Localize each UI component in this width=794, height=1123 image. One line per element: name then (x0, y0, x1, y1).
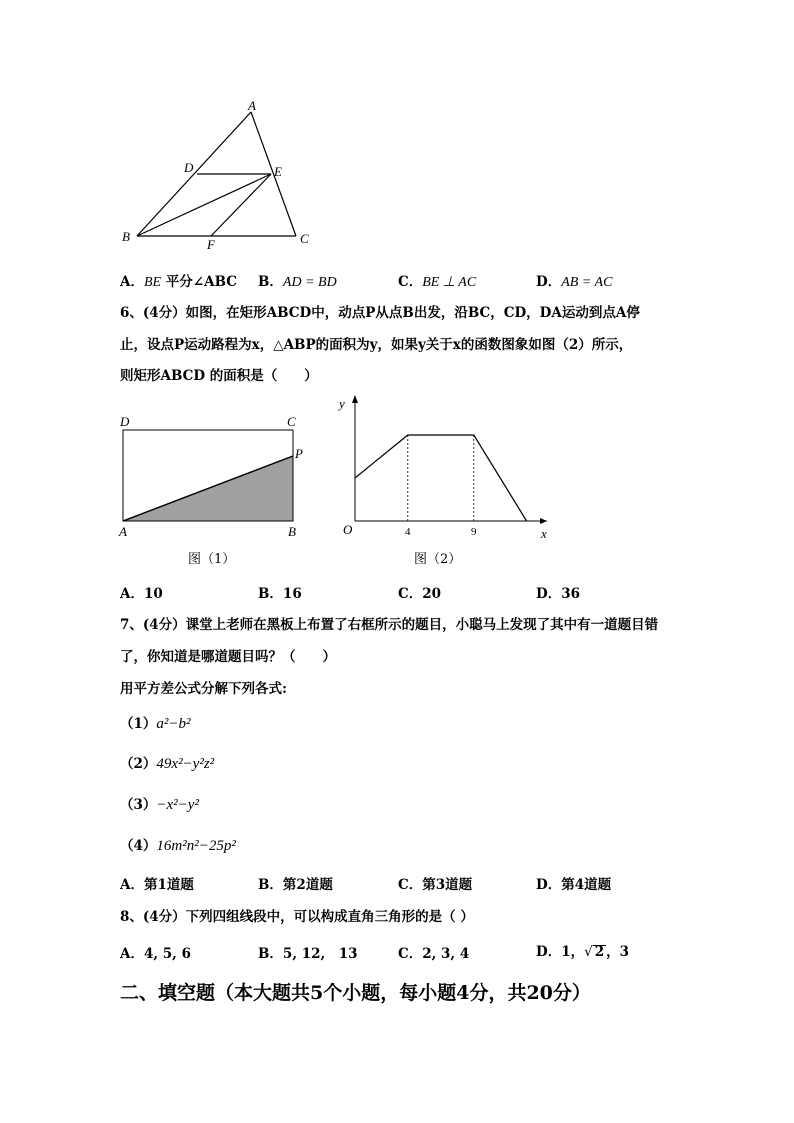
q7-item-4: （4）16m²n²−25p² (120, 838, 236, 854)
q6-option-b[interactable]: B．16 (258, 586, 302, 602)
q5-option-b[interactable]: B．AD = BD (258, 274, 337, 290)
label-e: E (274, 164, 282, 179)
label-f: F (207, 237, 215, 250)
origin-label: O (343, 522, 353, 537)
q7-line-1: 7、(4分）课堂上老师在黑板上布置了右框所示的题目，小聪马上发现了其中有一道题目错 (120, 617, 659, 633)
q7-line-2: 了，你知道是哪道题目吗？（ ） (120, 649, 336, 665)
tick-label-4: 4 (405, 526, 411, 538)
label-a: A (119, 524, 127, 539)
q7-option-a[interactable]: A．第1道题 (120, 877, 194, 893)
q7-option-b[interactable]: B．第2道题 (258, 877, 333, 893)
q7-line-3: 用平方差公式分解下列各式: (120, 681, 287, 697)
q6-function-graph (325, 390, 560, 550)
q5-triangle-figure (110, 100, 330, 250)
q5-option-c[interactable]: C．BE ⊥ AC (398, 274, 477, 290)
x-axis-arrow-icon (540, 518, 547, 524)
label-d: D (120, 414, 130, 429)
q6-line-2: 止，设点P运动路程为x，△ABP的面积为y，如果y关于x的函数图象如图（2）所示， (120, 337, 633, 353)
q6-line-1: 6、(4分）如图，在矩形ABCD中，动点P从点B出发，沿BC，CD，DA运动到点A停 (120, 305, 640, 321)
q6-rectangle-figure (112, 410, 312, 570)
segment-fe (211, 174, 271, 236)
q8-option-d[interactable]: D．1，√ 2 ，3 (536, 944, 630, 960)
q6-figure-2-caption: 图（2） (414, 552, 462, 567)
graph-line (355, 435, 527, 521)
q6-option-d[interactable]: D．36 (536, 586, 581, 602)
q5-option-d[interactable]: D．AB = AC (536, 274, 613, 290)
q8-option-b[interactable]: B．5, 12, 13 (258, 946, 358, 962)
q6-figure-1-caption: 图（1） (188, 552, 236, 567)
q5-option-a[interactable]: A．BE 平分∠ABC (120, 274, 237, 290)
axis-label-y: y (339, 396, 345, 411)
q8-line-1: 8、(4分）下列四组线段中，可以构成直角三角形的是（ ） (120, 909, 474, 925)
y-axis-arrow-icon (352, 395, 358, 403)
label-b: B (288, 524, 296, 539)
label-d: D (184, 160, 194, 175)
label-p: P (295, 446, 303, 461)
sqrt-radicand: 2 (594, 944, 605, 960)
label-b: B (122, 229, 130, 244)
label-c: C (287, 414, 296, 429)
q6-option-a[interactable]: A．10 (120, 586, 163, 602)
q8-option-a[interactable]: A．4, 5, 6 (120, 946, 191, 962)
q8-option-c[interactable]: C．2, 3, 4 (398, 946, 470, 962)
sqrt-icon: √ (584, 944, 593, 960)
label-c: C (300, 231, 309, 246)
q6-option-c[interactable]: C．20 (398, 586, 442, 602)
q7-item-2: （2）49x²−y²z² (120, 756, 215, 772)
q6-line-3: 则矩形ABCD 的面积是（ ） (120, 368, 318, 384)
tick-label-9: 9 (471, 526, 477, 538)
q7-option-c[interactable]: C．第3道题 (398, 877, 473, 893)
q7-item-1: （1）a²−b² (120, 716, 191, 732)
q7-option-d[interactable]: D．第4道题 (536, 877, 612, 893)
q7-item-3: （3）−x²−y² (120, 797, 199, 813)
section-2-title: 二、填空题（本大题共5个小题，每小题4分，共20分） (120, 982, 591, 1004)
label-a: A (248, 100, 256, 113)
axis-label-x: x (541, 526, 547, 541)
segment-be (137, 174, 271, 236)
